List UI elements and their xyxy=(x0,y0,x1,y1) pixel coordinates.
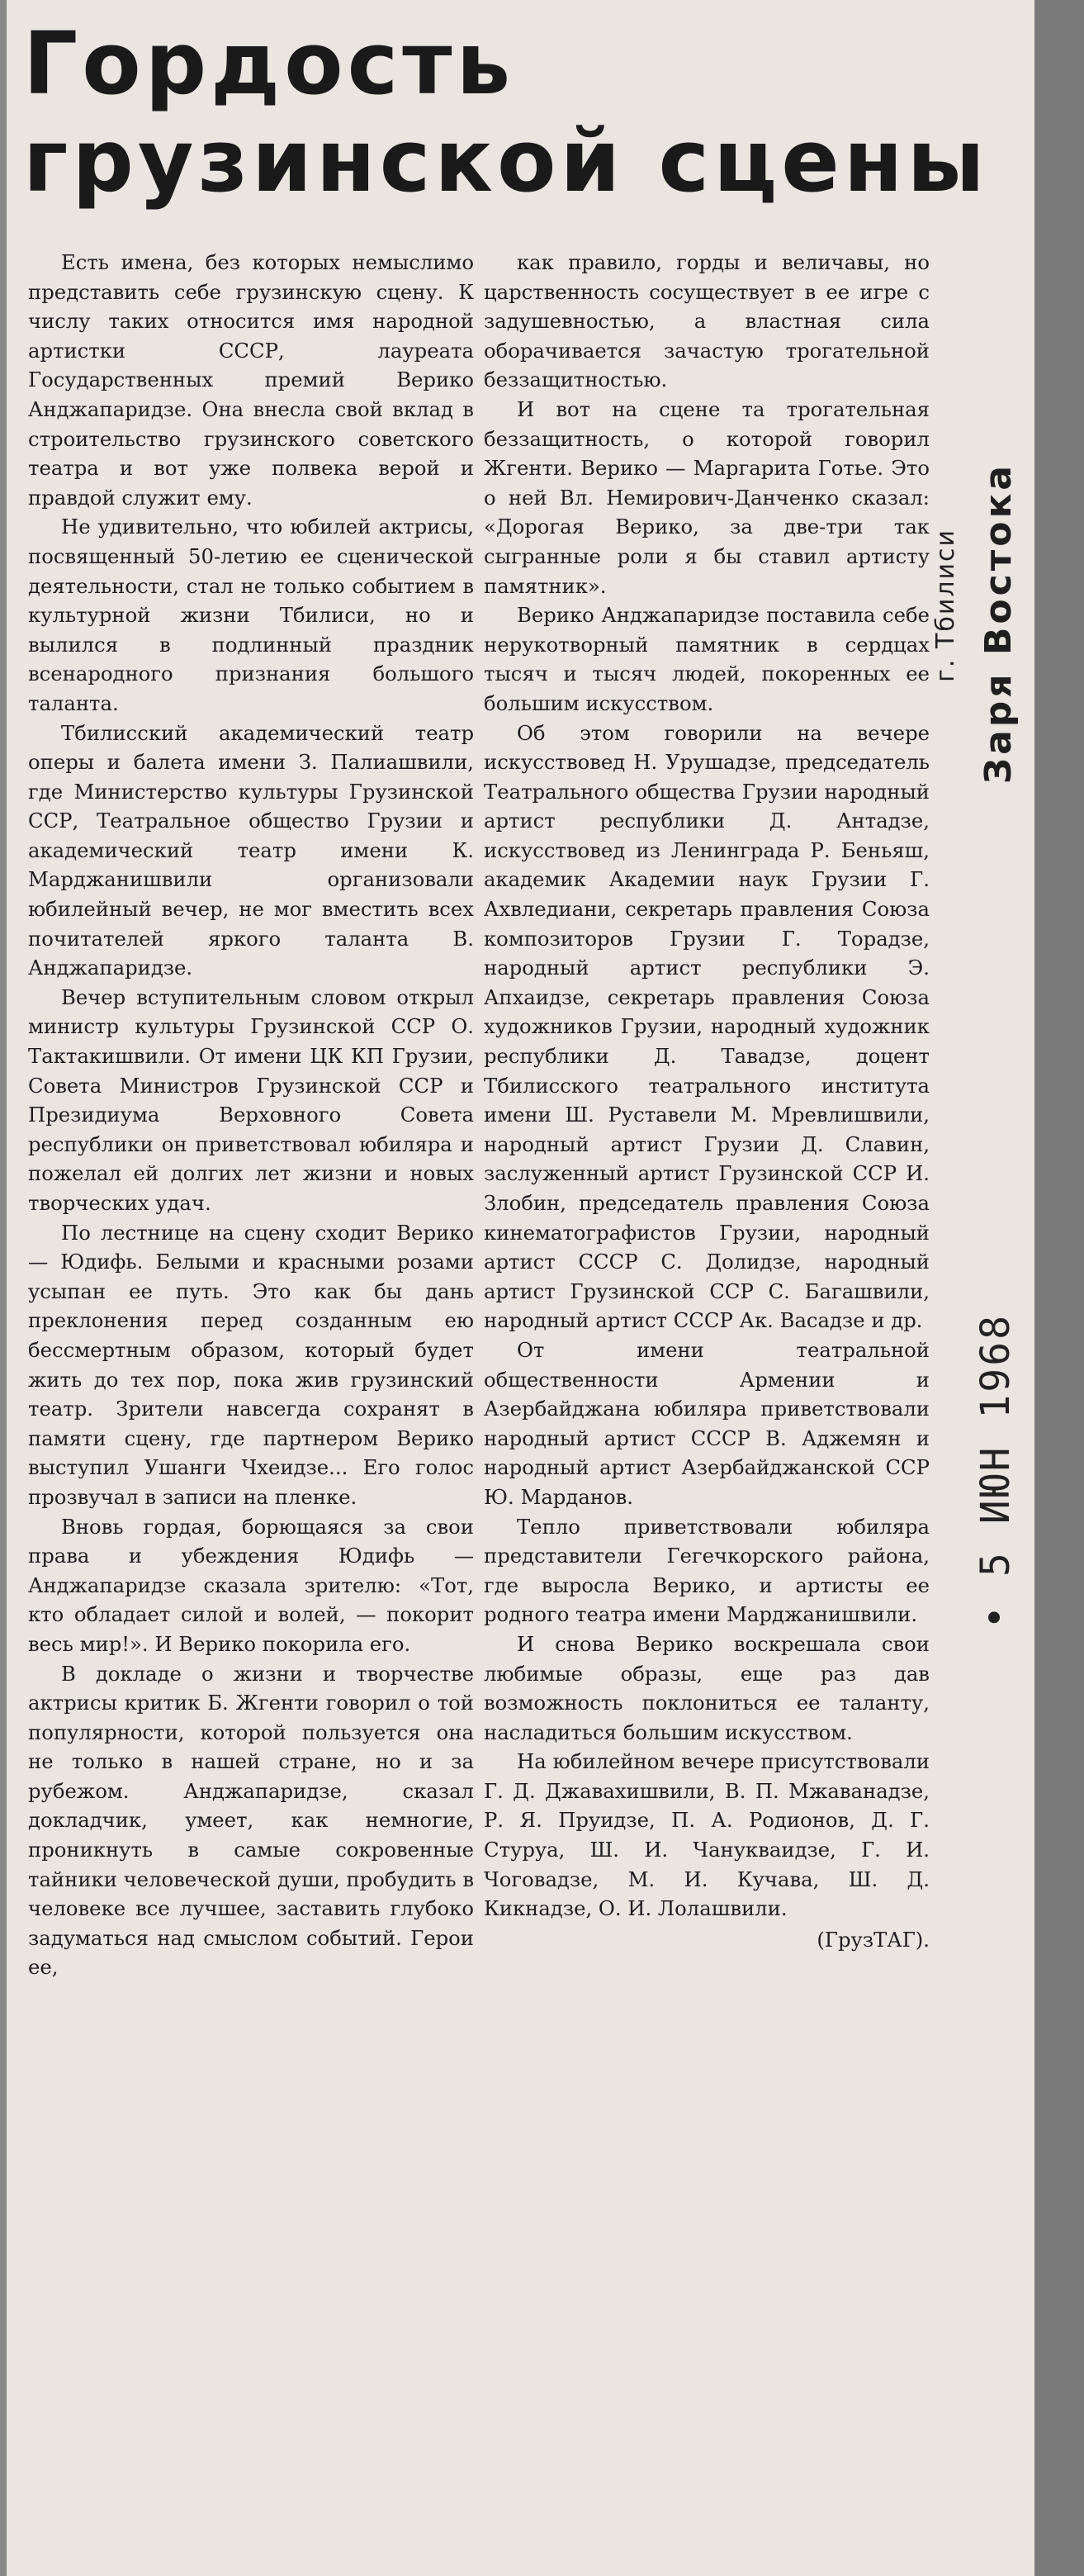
date-stamp: • 5 ИЮН 1968 xyxy=(973,1313,1019,1630)
paragraph: Не удивительно, что юбилей актрисы, посвященный 50-летию ее сценической деятельности, стал не только событием в культурной жизни Тбилиси, но и вылился в подлинный праздник всенародного признания большого таланта. xyxy=(28,515,474,715)
paragraph: Есть имена, без которых немыслимо представить себе грузинскую сцену. К числу таких относится имя народной артистки СССР, лауреата Государственных премий Верико Анджапаридзе. Она внесла свой вклад в строительство грузинского советского театра и вот уже полвека верой и правдой служит ему. xyxy=(28,250,474,510)
paragraph: И вот на сцене та трогательная беззащитность, о которой говорил Жгенти. Верико — Маргарита Готье. Это о ней Вл. Немирович-Данченко сказал: «Дорогая Верико, за две-три так сыгранные роли я бы ставил артисту памятник». xyxy=(484,396,930,598)
agency-signature: (ГрузТАГ). xyxy=(817,1927,930,1952)
article-headline xyxy=(23,13,989,211)
headline-line-2: грузинской сцены xyxy=(23,111,989,211)
paragraph: Вечер вступительным словом открыл министр культуры Грузинской ССР О. Тактакишвили. От имени ЦК КП Грузии, Совета Министров Грузинской ССР и Президиума Верховного Совета республики он приветствовал юбиляра и пожелал ей долгих лет жизни и новых творческих удач. xyxy=(28,984,474,1215)
paragraph: По лестнице на сцену сходит Верико — Юдифь. Белыми и красными розами усыпан ее путь. Это как бы дань преклонения перед созданным ею бессмертным образом, который будет жить до тех пор, пока жив грузинский театр. Зрители навсегда сохранят в памяти сцену, где партнером Верико выступил Ушанги Чхеидзе... Его голос прозвучал в записи на пленке. xyxy=(28,1220,474,1509)
paragraph: От имени театральной общественности Армении и Азербайджана юбиляра приветствовали народный артист СССР В. Аджемян и народный артист Азербайджанской ССР Ю. Марданов. xyxy=(484,1337,930,1509)
paragraph: На юбилейном вечере присутствовали Г. Д. Джавахишвили, В. П. Мжаванадзе, Р. Я. Пруидзе, П. А. Родионов, Д. Г. Стуруа, Ш. И. Чанукваидзе, Г. И. Чоговадзе, М. И. Кучава, Ш. Д. Кикнадзе, О. И. Лолашвили. xyxy=(484,1749,930,1921)
article-column-2 xyxy=(484,248,930,2544)
city-annotation: г. Тбилиси xyxy=(931,529,960,682)
paragraph: как правило, горды и величавы, но царственность сосуществует в ее игре с задушевностью, а властная сила оборачивается зачастую трогательной беззащитностью. xyxy=(484,250,930,392)
paragraph: Тбилисский академический театр оперы и балета имени З. Палиашвили, где Министерство культуры Грузинской ССР, Театральное общество Грузии и академический театр имени К. Марджанишвили организовали юбилейный вечер, не мог вместить всех почитателей яркого таланта В. Анджапаридзе. xyxy=(28,720,474,980)
paragraph: В докладе о жизни и творчестве актрисы критик Б. Жгенти говорил о той популярности, которой пользуется она не только в нашей стране, но и за рубежом. Анджапаридзе, сказал докладчик, умеет, как немногие, проникнуть в самые сокровенные тайники человеческой души, пробудить в человеке все лучшее, заставить глубоко задуматься над смыслом событий. Герои ее, xyxy=(28,1661,474,1980)
paragraph: Об этом говорили на вечере искусствовед Н. Урушадзе, председатель Театрального общества Грузии народный артист республики Д. Антадзе, искусствовед из Ленинграда Р. Беньяш, академик Академии наук Грузии Г. Ахвледиани, секретарь правления Союза композиторов Грузии Г. Торадзе, народный артист республики Э. Апхаидзе, секретарь правления Союза художников Грузии, народный художник республики Д. Тавадзе, доцент Тбилисского театрального института имени Ш. Руставели М. Мревлишвили, народный артист Грузии Д. Славин, заслуженный артист Грузинской ССР И. Злобин, председатель правления Союза кинематографистов Грузии, народный артист СССР С. Долидзе, народный артист Грузинской ССР С. Багашвили, народный артист СССР Ак. Васадзе и др. xyxy=(484,720,930,1333)
scan-background-edge xyxy=(1034,0,1084,2576)
paragraph: Тепло приветствовали юбиляра представители Гегечкорского района, где выросла Верико, и артисты ее родного театра имени Марджанишвили. xyxy=(484,1514,930,1627)
paragraph: Верико Анджапаридзе поставила себе нерукотворный памятник в сердцах тысяч и тысяч людей, покоренных ее большим искусством. xyxy=(484,603,930,715)
paragraph: И снова Верико воскрешала свои любимые образы, еще раз дав возможность поклониться ее таланту, насладиться большим искусством. xyxy=(484,1631,930,1744)
paragraph: Вновь гордая, борющаяся за свои права и убеждения Юдифь — Анджапаридзе сказала зрителю: «Тот, кто обладает силой и волей, — покорит весь мир!». И Верико покорила его. xyxy=(28,1514,474,1656)
article-column-1 xyxy=(28,248,474,2544)
newspaper-name-annotation: Заря Востока xyxy=(977,463,1020,785)
headline-line-1: Гордость xyxy=(23,13,515,114)
